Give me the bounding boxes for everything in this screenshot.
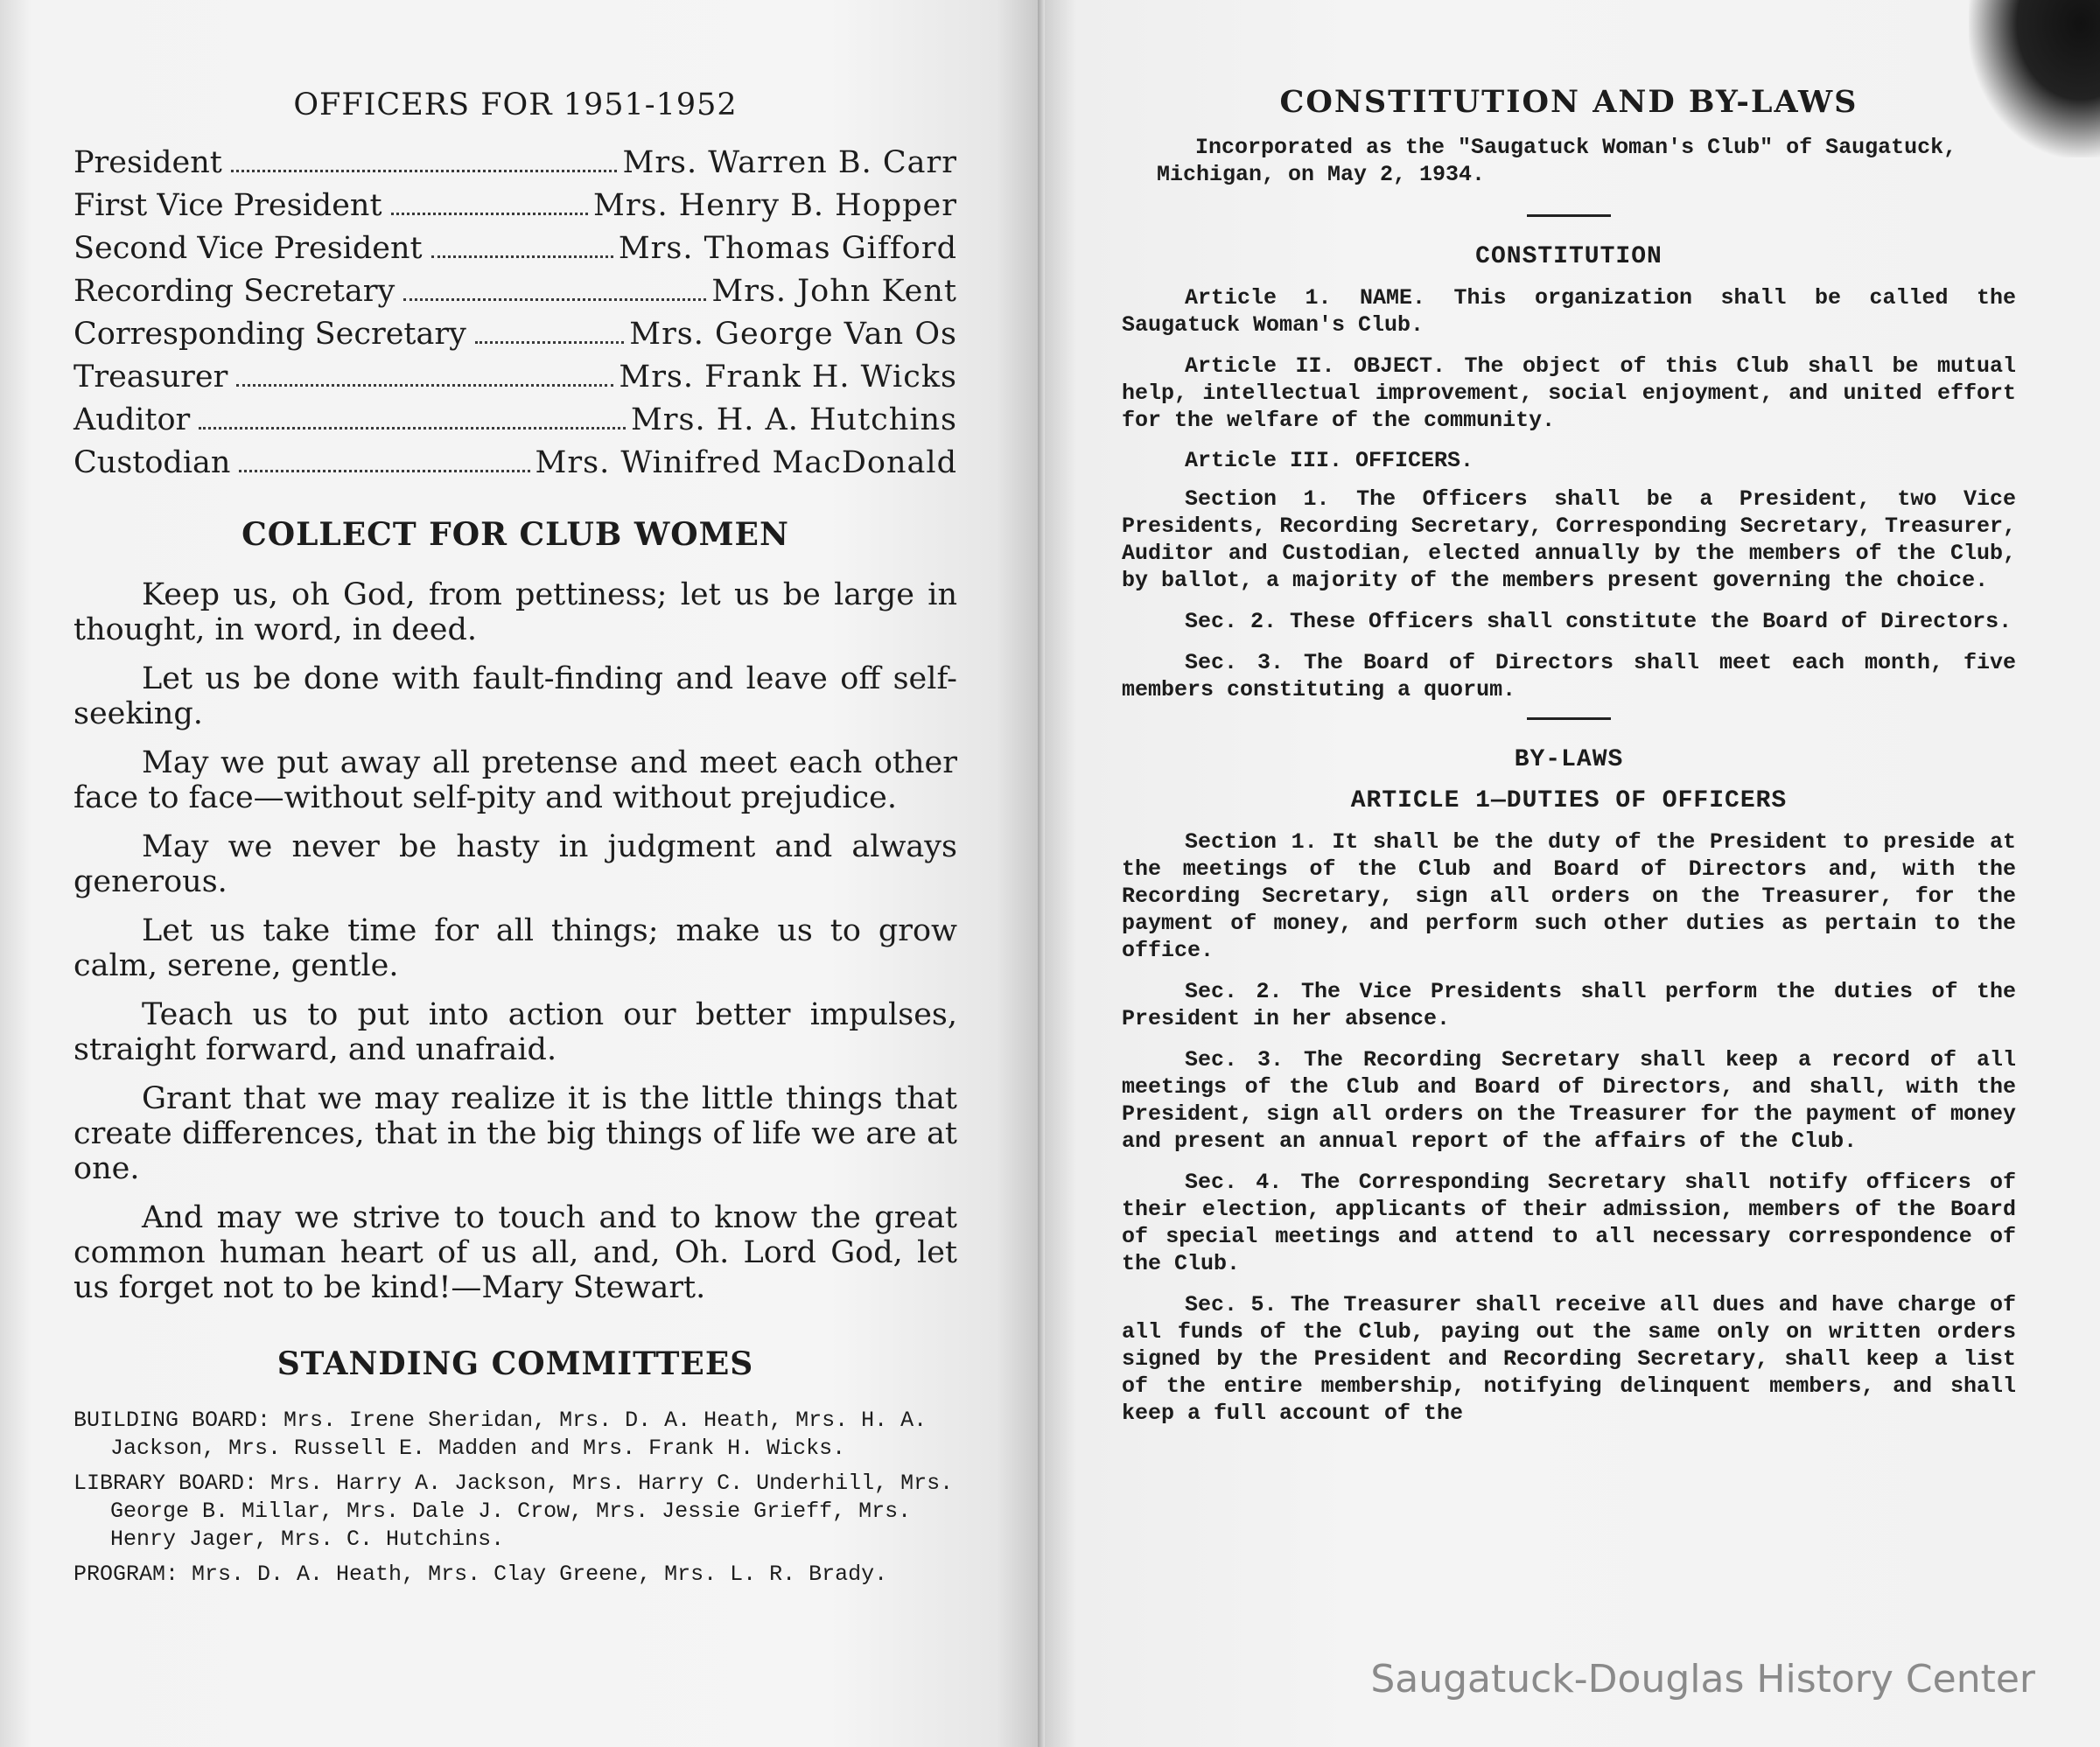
prayer-paragraph: Keep us, oh God, from pettiness; let us be large in thought, in word, in deed. [74,577,957,647]
committees-title: STANDING COMMITTEES [276,1345,754,1382]
standing-committees [74,1345,957,1589]
section-paragraph: Section 1. The Officers shall be a President, two Vice Presidents, Recording Secretary, Corresponding Secretary, Treasurer, Auditor and Custodian, elected annually by the members of the Club, by ballot, a majority of the members present governing the choice. [1122,486,2016,593]
officer-row [74,142,957,185]
leader-dots [236,384,613,387]
divider-rule [1527,214,1611,217]
officer-role: First Vice President [74,188,382,223]
section-paragraph: Sec. 3. The Recording Secretary shall keep a record of all meetings of the Club and Board of Directors, and shall, with the President, sign all orders on the Treasurer for the payment of money and present an annual report of the affairs of the Club. [1122,1047,2016,1154]
officer-name: Mrs. H. A. Hutchins [630,402,957,437]
committee-entry: BUILDING BOARD: Mrs. Irene Sheridan, Mrs. D. A. Heath, Mrs. H. A. Jackson, Mrs. Russell E. Madden and Mrs. Frank H. Wicks. [74,1408,928,1461]
prayer-paragraph: May we put away all pretense and meet each other face to face—without self-pity and without prejudice. [74,745,957,815]
leader-dots [475,341,624,344]
prayer-paragraph: Let us be done with fault-finding and leave off self-seeking. [74,661,957,731]
officer-role: President [74,145,222,180]
section-paragraph: Section 1. It shall be the duty of the President to preside at the meetings of the Club and Board of Directors and, with the Recording Secretary, sign all orders on the Treasurer, for the payment of money, and perform such other duties as pertain to the office. [1122,829,2016,963]
article-paragraph: Article 1. NAME. This organization shall be called the Saugatuck Woman's Club. [1122,285,2016,338]
officer-name: Mrs. Thomas Gifford [618,231,957,266]
bylaws-article-heading: ARTICLE 1—DUTIES OF OFFICERS [1350,787,1788,814]
section-paragraph: Sec. 5. The Treasurer shall receive all dues and have charge of all funds of the Club, paying out the same only on written orders signed by the President and Recording Secretary, shall keep a list of the entire membership, notifying delinquent members, and shall keep a full account of the [1122,1292,2016,1426]
officer-role: Second Vice President [74,231,423,266]
officer-role: Auditor [74,402,191,437]
officer-role: Treasurer [74,360,228,395]
leader-dots [239,470,529,472]
officer-row [74,399,957,442]
officer-name: Mrs. George Van Os [629,317,957,352]
officer-row [74,356,957,399]
officers-title: OFFICERS FOR 1951-1952 [293,87,738,122]
officer-row [74,227,957,270]
leader-dots [403,298,706,301]
prayer-paragraph: Grant that we may realize it is the little things that create differences, that in the big things of life we are at one. [74,1081,957,1186]
section-paragraph: Sec. 3. The Board of Directors shall meet each month, five members constituting a quorum. [1122,650,2016,702]
officer-name: Mrs. Frank H. Wicks [619,360,957,395]
leader-dots [231,170,618,172]
officer-name: Mrs. Warren B. Carr [622,145,957,180]
officer-row [74,442,957,485]
prayer-paragraph: May we never be hasty in judgment and always generous. [74,829,957,899]
collect-title: COLLECT FOR CLUB WOMEN [242,516,789,553]
book-gutter [1038,0,1045,1747]
article-subheading: Article III. OFFICERS. [1185,448,1474,473]
section-paragraph: Sec. 2. These Officers shall constitute the Board of Directors. [1185,609,2012,634]
officer-name: Mrs. John Kent [711,274,957,309]
officer-role: Custodian [74,445,231,480]
leader-dots [431,255,613,258]
constitution-bylaws-title: CONSTITUTION AND BY-LAWS [1279,84,1858,120]
right-page [1045,0,2100,1747]
officer-row [74,185,957,227]
prayer-paragraph: And may we strive to touch and to know the great common human heart of us all, and, Oh. Lord God, let us forget not to be kind!—Mary Stewart. [74,1200,957,1305]
collect-prayer [74,577,957,1305]
section-paragraph: Sec. 2. The Vice Presidents shall perform the duties of the President in her absence. [1122,979,2016,1031]
leader-dots [391,213,588,215]
leader-dots [199,427,626,430]
prayer-paragraph: Teach us to put into action our better impulses, straight forward, and unafraid. [74,997,957,1067]
officer-name: Mrs. Winifred MacDonald [535,445,957,480]
prayer-paragraph: Let us take time for all things; make us to grow calm, serene, gentle. [74,913,957,983]
watermark: Saugatuck-Douglas History Center [1370,1657,2035,1702]
corner-shadow [1969,0,2100,157]
officer-row [74,313,957,356]
officer-role: Recording Secretary [74,274,396,309]
officers-list [74,142,957,485]
section-paragraph: Sec. 4. The Corresponding Secretary shall notify officers of their election, applicants of their admission, members of the Board of special meetings and attend to all necessary correspondence of the Club. [1122,1170,2016,1276]
constitution-heading: CONSTITUTION [1475,243,1662,270]
left-page [0,0,1038,1747]
divider-rule [1527,717,1611,720]
committee-entry: LIBRARY BOARD: Mrs. Harry A. Jackson, Mrs. Harry C. Underhill, Mrs. George B. Millar, Mrs. Dale J. Crow, Mrs. Jessie Grieff, Mrs. Henry Jager, Mrs. C. Hutchins. [74,1471,954,1552]
officer-role: Corresponding Secretary [74,317,466,352]
article-paragraph: Article II. OBJECT. The object of this Club shall be mutual help, intellectual improvement, social enjoyment, and united effort for the welfare of the community. [1122,353,2016,433]
officer-row [74,270,957,313]
incorporation-note: Incorporated as the "Saugatuck Woman's Club" of Saugatuck, Michigan, on May 2, 1934. [1157,135,1957,187]
bylaws-heading: BY-LAWS [1514,746,1624,773]
officer-name: Mrs. Henry B. Hopper [592,188,957,223]
committee-entry: PROGRAM: Mrs. D. A. Heath, Mrs. Clay Greene, Mrs. L. R. Brady. [74,1562,888,1587]
